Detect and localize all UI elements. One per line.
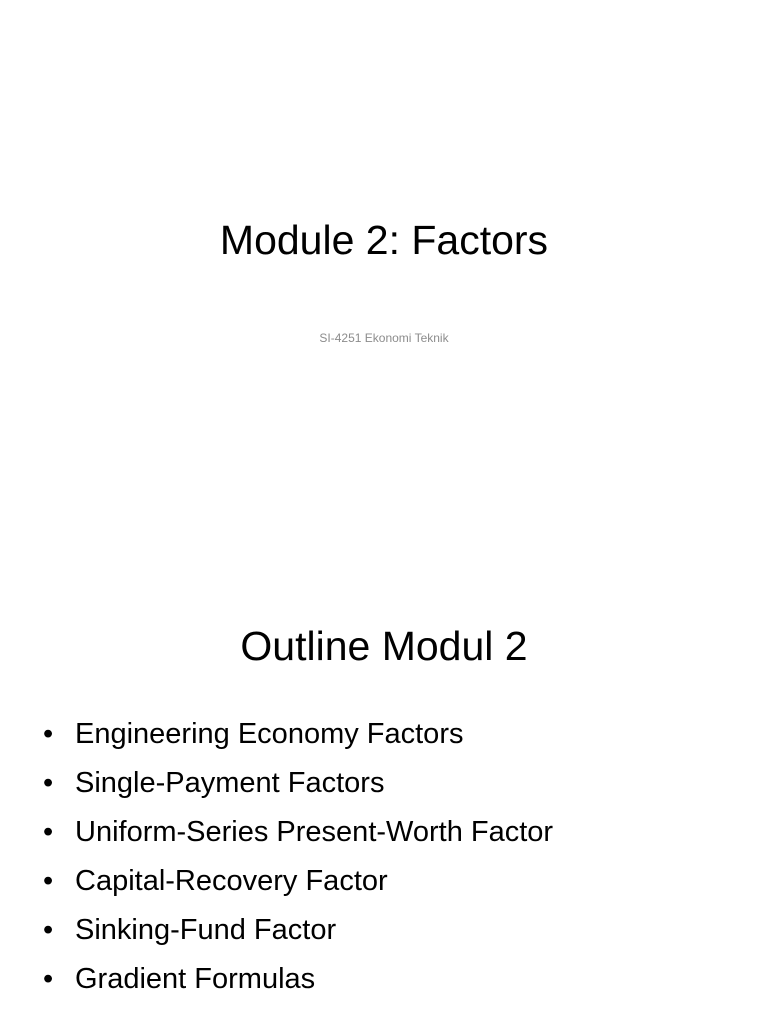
list-item (40, 906, 553, 955)
outline-bullet-list (40, 710, 553, 1004)
list-item-text: Uniform-Series Present-Worth Factor (75, 816, 554, 848)
list-item (40, 955, 553, 1004)
outline-title: Outline Modul 2 (240, 623, 528, 669)
bullet-icon: • (43, 767, 54, 799)
list-item (40, 759, 553, 808)
slide-title: Module 2: Factors (219, 217, 549, 263)
list-item-text: Gradient Formulas (75, 963, 316, 995)
bullet-icon: • (43, 914, 54, 946)
list-item (40, 857, 553, 906)
outline-slide (0, 576, 768, 1024)
list-item-text: Capital-Recovery Factor (75, 865, 388, 897)
list-item (40, 808, 553, 857)
list-item-text: Engineering Economy Factors (75, 718, 464, 750)
bullet-icon: • (43, 963, 54, 995)
bullet-icon: • (43, 865, 54, 897)
bullet-icon: • (43, 718, 54, 750)
slide-subtitle: SI-4251 Ekonomi Teknik (319, 331, 449, 345)
bullet-icon: • (43, 816, 54, 848)
list-item-text: Sinking-Fund Factor (75, 914, 337, 946)
list-item (40, 710, 553, 759)
list-item-text: Single-Payment Factors (75, 767, 385, 799)
